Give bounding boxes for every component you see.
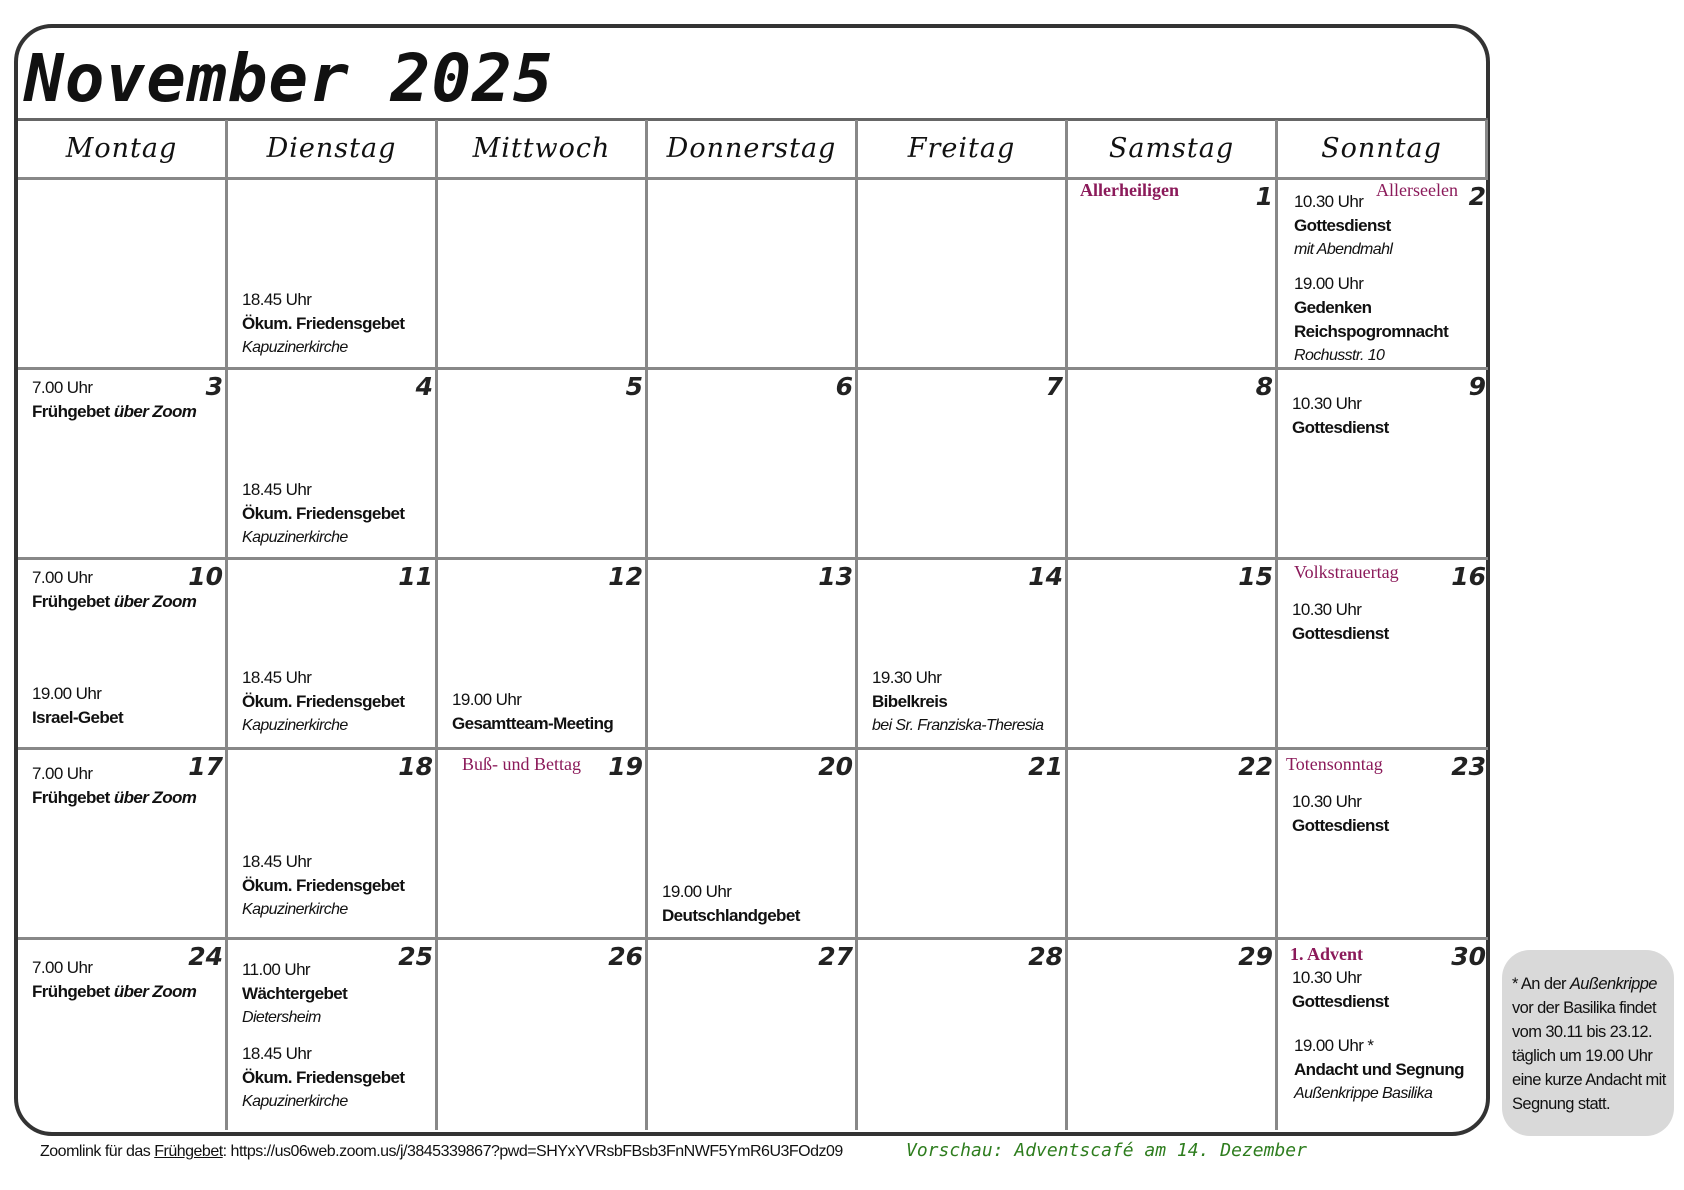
event-name xyxy=(32,590,196,614)
calendar-grid xyxy=(18,120,1488,1130)
event-name-text: Frühgebet xyxy=(32,402,110,421)
day-cell[interactable] xyxy=(228,560,438,750)
holiday-label: Allerheiligen xyxy=(1080,180,1179,200)
advent-note xyxy=(1502,950,1674,1136)
day-cell[interactable] xyxy=(648,940,858,1130)
day-cell[interactable] xyxy=(1278,940,1488,1130)
day-cell[interactable] xyxy=(228,750,438,940)
event-name xyxy=(1292,814,1389,838)
day-cell[interactable] xyxy=(438,560,648,750)
day-number: 27 xyxy=(818,942,853,971)
day-number: 14 xyxy=(1028,562,1063,591)
event xyxy=(872,666,1043,738)
day-cell[interactable] xyxy=(1278,560,1488,750)
zoom-url[interactable]: : https://us06web.zoom.us/j/3845339867?pwd=SHYxYVRsbFBsb3FnNWF5YmR6U3FOdz09 xyxy=(222,1143,843,1160)
day-cell[interactable] xyxy=(18,370,228,560)
day-number: 3 xyxy=(205,372,223,401)
day-cell[interactable] xyxy=(1068,370,1278,560)
day-cell[interactable] xyxy=(648,370,858,560)
event-name-text: Deutschlandgebet xyxy=(662,906,800,925)
event xyxy=(242,958,347,1030)
event xyxy=(1294,1034,1464,1106)
event-time: 19.30 Uhr xyxy=(872,668,942,687)
event-name-text: Gottesdienst xyxy=(1292,624,1389,643)
weekday-header-0: Montag xyxy=(18,120,228,180)
day-number: 16 xyxy=(1451,562,1486,591)
event-name-text: Frühgebet xyxy=(32,982,110,1001)
event xyxy=(1292,966,1389,1014)
day-number: 19 xyxy=(608,752,643,781)
event-name-italic: über Zoom xyxy=(113,402,197,421)
day-number: 26 xyxy=(608,942,643,971)
event-name xyxy=(1294,214,1392,238)
event-place: Kapuzinerkirche xyxy=(242,339,348,356)
day-cell[interactable] xyxy=(1068,940,1278,1130)
event-name-text: Gottesdienst xyxy=(1292,816,1389,835)
event-name-text: Israel-Gebet xyxy=(32,708,124,727)
holiday-label: 1. Advent xyxy=(1290,944,1364,964)
day-cell[interactable] xyxy=(228,370,438,560)
event-time: 10.30 Uhr xyxy=(1292,968,1362,987)
event-time: 19.00 Uhr xyxy=(452,690,522,709)
event-name-text: Ökum. Friedensgebet xyxy=(242,692,405,711)
event-name-italic: über Zoom xyxy=(113,592,197,611)
day-cell[interactable] xyxy=(648,750,858,940)
event-place: Rochusstr. 10 xyxy=(1294,347,1385,364)
zoom-prefix: Zoomlink für das xyxy=(40,1143,155,1160)
event-name xyxy=(242,502,404,526)
holiday-label: Buß- und Bettag xyxy=(462,754,581,774)
day-number: 10 xyxy=(188,562,223,591)
event xyxy=(1294,190,1392,262)
event-name xyxy=(1292,416,1389,440)
day-number: 8 xyxy=(1255,372,1273,401)
event-name xyxy=(32,980,196,1004)
event-name-italic: über Zoom xyxy=(113,788,197,807)
day-cell[interactable] xyxy=(18,750,228,940)
event-name-text: Gottesdienst xyxy=(1292,992,1389,1011)
holiday-label: Allerseelen xyxy=(1376,180,1458,200)
event-place: Dietersheim xyxy=(242,1009,321,1026)
zoom-link-footer xyxy=(40,1143,843,1161)
preview-text: Vorschau: Adventscafé am 14. Dezember xyxy=(906,1140,1307,1161)
day-cell[interactable] xyxy=(648,180,858,370)
event-time: 19.00 Uhr xyxy=(1294,274,1364,293)
event-time: 18.45 Uhr xyxy=(242,1044,312,1063)
event xyxy=(1292,392,1389,440)
weekday-header-4: Freitag xyxy=(858,120,1068,180)
note-text-2: Außenkrippe xyxy=(1569,975,1657,993)
event-time: 10.30 Uhr xyxy=(1292,394,1362,413)
event-time: 18.45 Uhr xyxy=(242,668,312,687)
day-cell[interactable] xyxy=(1068,180,1278,370)
calendar-title: November 2025 xyxy=(24,40,554,117)
event-name xyxy=(242,1066,404,1090)
event-name xyxy=(32,786,196,810)
event xyxy=(1294,272,1448,368)
event-name xyxy=(242,874,404,898)
event xyxy=(32,376,196,424)
day-number: 9 xyxy=(1468,372,1486,401)
event xyxy=(1292,598,1389,646)
day-cell[interactable] xyxy=(228,940,438,1130)
event-name xyxy=(242,690,404,714)
note-text-3: vor der Basilika findet vom 30.11 bis 23.12. täglich um 19.00 Uhr eine kurze Andacht mit Segnung statt. xyxy=(1512,999,1666,1113)
day-cell[interactable] xyxy=(1278,180,1488,370)
weekday-header-5: Samstag xyxy=(1068,120,1278,180)
day-cell[interactable] xyxy=(648,560,858,750)
event-time: 7.00 Uhr xyxy=(32,764,93,783)
day-number: 21 xyxy=(1028,752,1063,781)
day-number: 22 xyxy=(1238,752,1273,781)
event-name-text: Ökum. Friedensgebet xyxy=(242,504,405,523)
event xyxy=(242,1042,404,1114)
event-time: 19.00 Uhr xyxy=(662,882,732,901)
day-number: 18 xyxy=(398,752,433,781)
day-cell[interactable] xyxy=(858,180,1068,370)
day-cell[interactable] xyxy=(18,560,228,750)
event-place: Kapuzinerkirche xyxy=(242,901,348,918)
event-place: bei Sr. Franziska-Theresia xyxy=(872,717,1044,734)
event xyxy=(662,880,800,928)
event-name-text: Frühgebet xyxy=(32,788,110,807)
event xyxy=(242,478,404,550)
day-number: 4 xyxy=(415,372,433,401)
event-place: Kapuzinerkirche xyxy=(242,529,348,546)
event-name xyxy=(242,982,347,1006)
zoom-link-word[interactable]: Frühgebet xyxy=(154,1143,223,1160)
day-cell[interactable] xyxy=(438,750,648,940)
day-number: 6 xyxy=(835,372,853,401)
day-number: 25 xyxy=(398,942,433,971)
day-cell[interactable] xyxy=(18,180,228,370)
event-name xyxy=(1294,296,1448,320)
event-name xyxy=(452,712,613,736)
day-cell[interactable] xyxy=(438,180,648,370)
day-number: 11 xyxy=(398,562,433,591)
event-name-text: Gesamtteam-Meeting xyxy=(452,714,614,733)
day-cell[interactable] xyxy=(438,940,648,1130)
event-time: 10.30 Uhr xyxy=(1292,600,1362,619)
event-time: 7.00 Uhr xyxy=(32,568,93,587)
day-cell[interactable] xyxy=(438,370,648,560)
event xyxy=(1292,790,1389,838)
event xyxy=(242,666,404,738)
event-time: 10.30 Uhr xyxy=(1292,792,1362,811)
event xyxy=(242,288,404,360)
event-name-text: Frühgebet xyxy=(32,592,110,611)
day-number: 7 xyxy=(1045,372,1063,401)
event-place: Außenkrippe Basilika xyxy=(1294,1085,1433,1102)
day-number: 17 xyxy=(188,752,223,781)
day-number: 28 xyxy=(1028,942,1063,971)
event-name-text: Gottesdienst xyxy=(1294,216,1391,235)
weekday-header-3: Donnerstag xyxy=(648,120,858,180)
day-cell[interactable] xyxy=(858,940,1068,1130)
event xyxy=(32,762,196,810)
weekday-header-1: Dienstag xyxy=(228,120,438,180)
event-time: 18.45 Uhr xyxy=(242,290,312,309)
day-number: 13 xyxy=(818,562,853,591)
day-number: 30 xyxy=(1451,942,1486,971)
day-number: 23 xyxy=(1451,752,1486,781)
day-cell[interactable] xyxy=(18,940,228,1130)
event-name xyxy=(1294,1058,1464,1082)
day-number: 15 xyxy=(1238,562,1273,591)
day-cell[interactable] xyxy=(858,560,1068,750)
event xyxy=(452,688,613,736)
event-name xyxy=(32,400,196,424)
event-place: mit Abendmahl xyxy=(1294,241,1393,258)
day-number: 2 xyxy=(1468,182,1486,211)
event-time: 11.00 Uhr xyxy=(242,960,310,979)
event-name xyxy=(1292,622,1389,646)
event-name-line2: Reichspogromnacht xyxy=(1294,322,1449,341)
event-time: 7.00 Uhr xyxy=(32,958,93,977)
event xyxy=(32,566,196,614)
event-time: 18.45 Uhr xyxy=(242,852,312,871)
event-name-text: Andacht und Segnung xyxy=(1294,1060,1464,1079)
event-name xyxy=(1292,990,1389,1014)
event-name-text: Wächtergebet xyxy=(242,984,348,1003)
holiday-label: Volkstrauertag xyxy=(1294,562,1399,582)
event-name-text: Ökum. Friedensgebet xyxy=(242,314,405,333)
event-name xyxy=(872,690,1043,714)
event-place: Kapuzinerkirche xyxy=(242,1093,348,1110)
day-cell[interactable] xyxy=(858,370,1068,560)
event xyxy=(242,850,404,922)
day-cell[interactable] xyxy=(1278,370,1488,560)
event-name-text: Ökum. Friedensgebet xyxy=(242,876,405,895)
day-number: 12 xyxy=(608,562,643,591)
event-time: 19.00 Uhr * xyxy=(1294,1036,1374,1055)
event xyxy=(32,682,123,730)
event-name-text: Bibelkreis xyxy=(872,692,948,711)
event-name-text: Gottesdienst xyxy=(1292,418,1389,437)
day-number: 20 xyxy=(818,752,853,781)
event-place: Kapuzinerkirche xyxy=(242,717,348,734)
event-time: 10.30 Uhr xyxy=(1294,192,1364,211)
note-text-1: * An der xyxy=(1512,975,1570,993)
day-cell[interactable] xyxy=(1068,560,1278,750)
day-cell[interactable] xyxy=(1068,750,1278,940)
day-number: 5 xyxy=(625,372,643,401)
event-name-text: Ökum. Friedensgebet xyxy=(242,1068,405,1087)
event-name-text: Gedenken xyxy=(1294,298,1372,317)
holiday-label: Totensonntag xyxy=(1286,754,1383,774)
day-number: 24 xyxy=(188,942,223,971)
day-cell[interactable] xyxy=(858,750,1068,940)
event-time: 18.45 Uhr xyxy=(242,480,312,499)
event-name xyxy=(662,904,800,928)
day-number: 1 xyxy=(1255,182,1273,211)
event-time: 7.00 Uhr xyxy=(32,378,93,397)
event-time: 19.00 Uhr xyxy=(32,684,102,703)
weekday-header-2: Mittwoch xyxy=(438,120,648,180)
event-name-italic: über Zoom xyxy=(113,982,197,1001)
day-cell[interactable] xyxy=(228,180,438,370)
day-cell[interactable] xyxy=(1278,750,1488,940)
day-number: 29 xyxy=(1238,942,1273,971)
event-name xyxy=(32,706,123,730)
event xyxy=(32,956,196,1004)
event-name xyxy=(242,312,404,336)
weekday-header-6: Sonntag xyxy=(1278,120,1488,180)
